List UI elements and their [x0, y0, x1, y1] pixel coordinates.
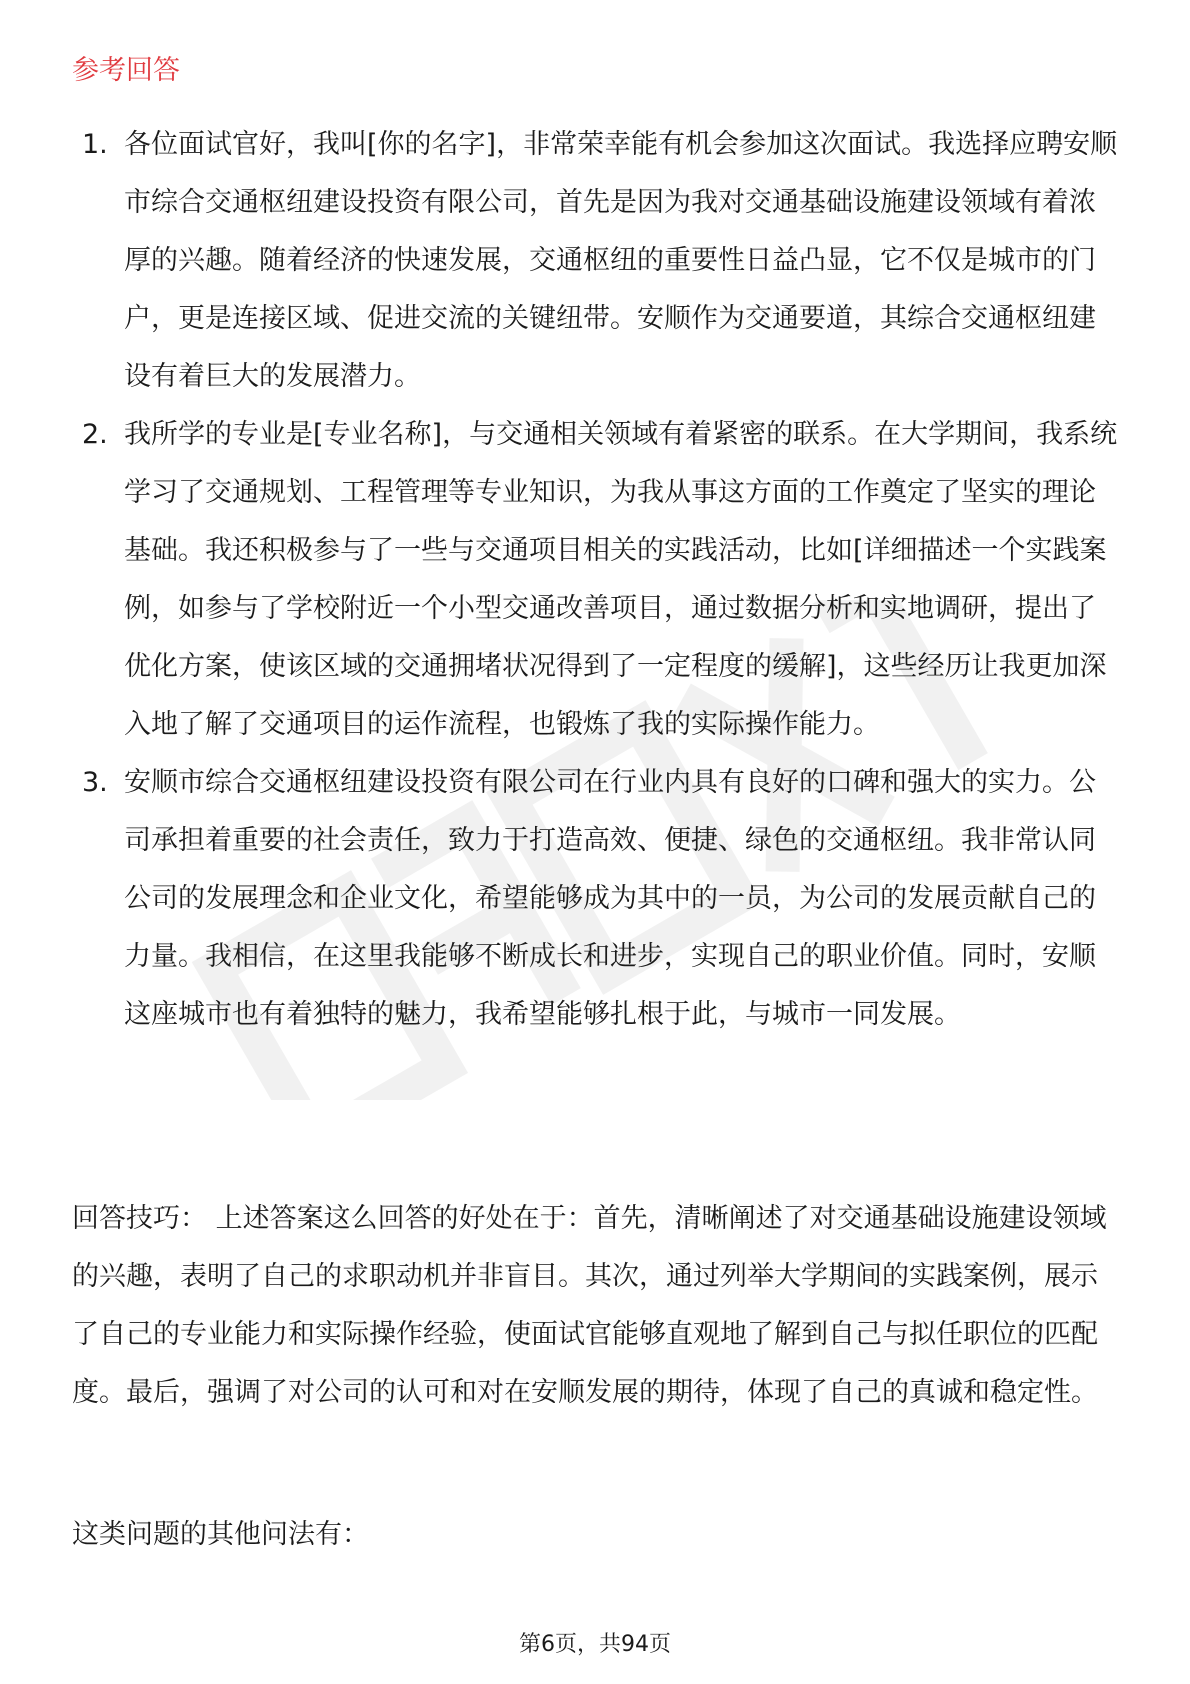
answer-item-3 — [82, 754, 1122, 1044]
answer-list — [82, 116, 1122, 1044]
answer-number: 3. — [82, 767, 108, 798]
other-questions-heading: 这类问题的其他问法有： — [72, 1519, 369, 1550]
answer-text: 安顺市综合交通枢纽建设投资有限公司在行业内具有良好的口碑和强大的实力。公司承担着重要的社会责任，致力于打造高效、便捷、绿色的交通枢纽。我非常认同公司的发展理念和企业文化，希望能够成为其中的一员，为公司的发展贡献自己的力量。我相信，在这里我能够不断成长和进步，实现自己的职业价值。同时，安顺这座城市也有着独特的魅力，我希望能够扎根于此，与城市一同发展。 — [124, 767, 1096, 1030]
answer-tips: 回答技巧： 上述答案这么回答的好处在于：首先，清晰阐述了对交通基础设施建设领域的兴趣，表明了自己的求职动机并非盲目。其次，通过列举大学期间的实践案例，展示了自己的专业能力和实际操作经验，使面试官能够直观地了解到自己与拟任职位的匹配度。最后，强调了对公司的认可和对在安顺发展的期待，体现了自己的真诚和稳定性。 — [72, 1203, 1107, 1408]
answer-item-1 — [82, 116, 1122, 406]
answer-text: 各位面试官好，我叫[你的名字]，非常荣幸能有机会参加这次面试。我选择应聘安顺市综合交通枢纽建设投资有限公司，首先是因为我对交通基础设施建设领域有着浓厚的兴趣。随着经济的快速发展，交通枢纽的重要性日益凸显，它不仅是城市的门户，更是连接区域、促进交流的关键纽带。安顺作为交通要道，其综合交通枢纽建设有着巨大的发展潜力。 — [124, 129, 1118, 392]
answer-text: 我所学的专业是[专业名称]，与交通相关领域有着紧密的联系。在大学期间，我系统学习了交通规划、工程管理等专业知识，为我从事这方面的工作奠定了坚实的理论基础。我还积极参与了一些与交通项目相关的实践活动，比如[详细描述一个实践案例，如参与了学校附近一个小型交通改善项目，通过数据分析和实地调研，提出了优化方案，使该区域的交通拥堵状况得到了一定程度的缓解]，这些经历让我更加深入地了解了交通项目的运作流程，也锻炼了我的实际操作能力。 — [124, 419, 1118, 740]
answer-item-2 — [82, 406, 1122, 754]
answer-number: 1. — [82, 129, 108, 160]
section-heading: 参考回答 — [72, 55, 180, 86]
answer-number: 2. — [82, 419, 108, 450]
page-number: 第6页，共94页 — [519, 1632, 671, 1657]
